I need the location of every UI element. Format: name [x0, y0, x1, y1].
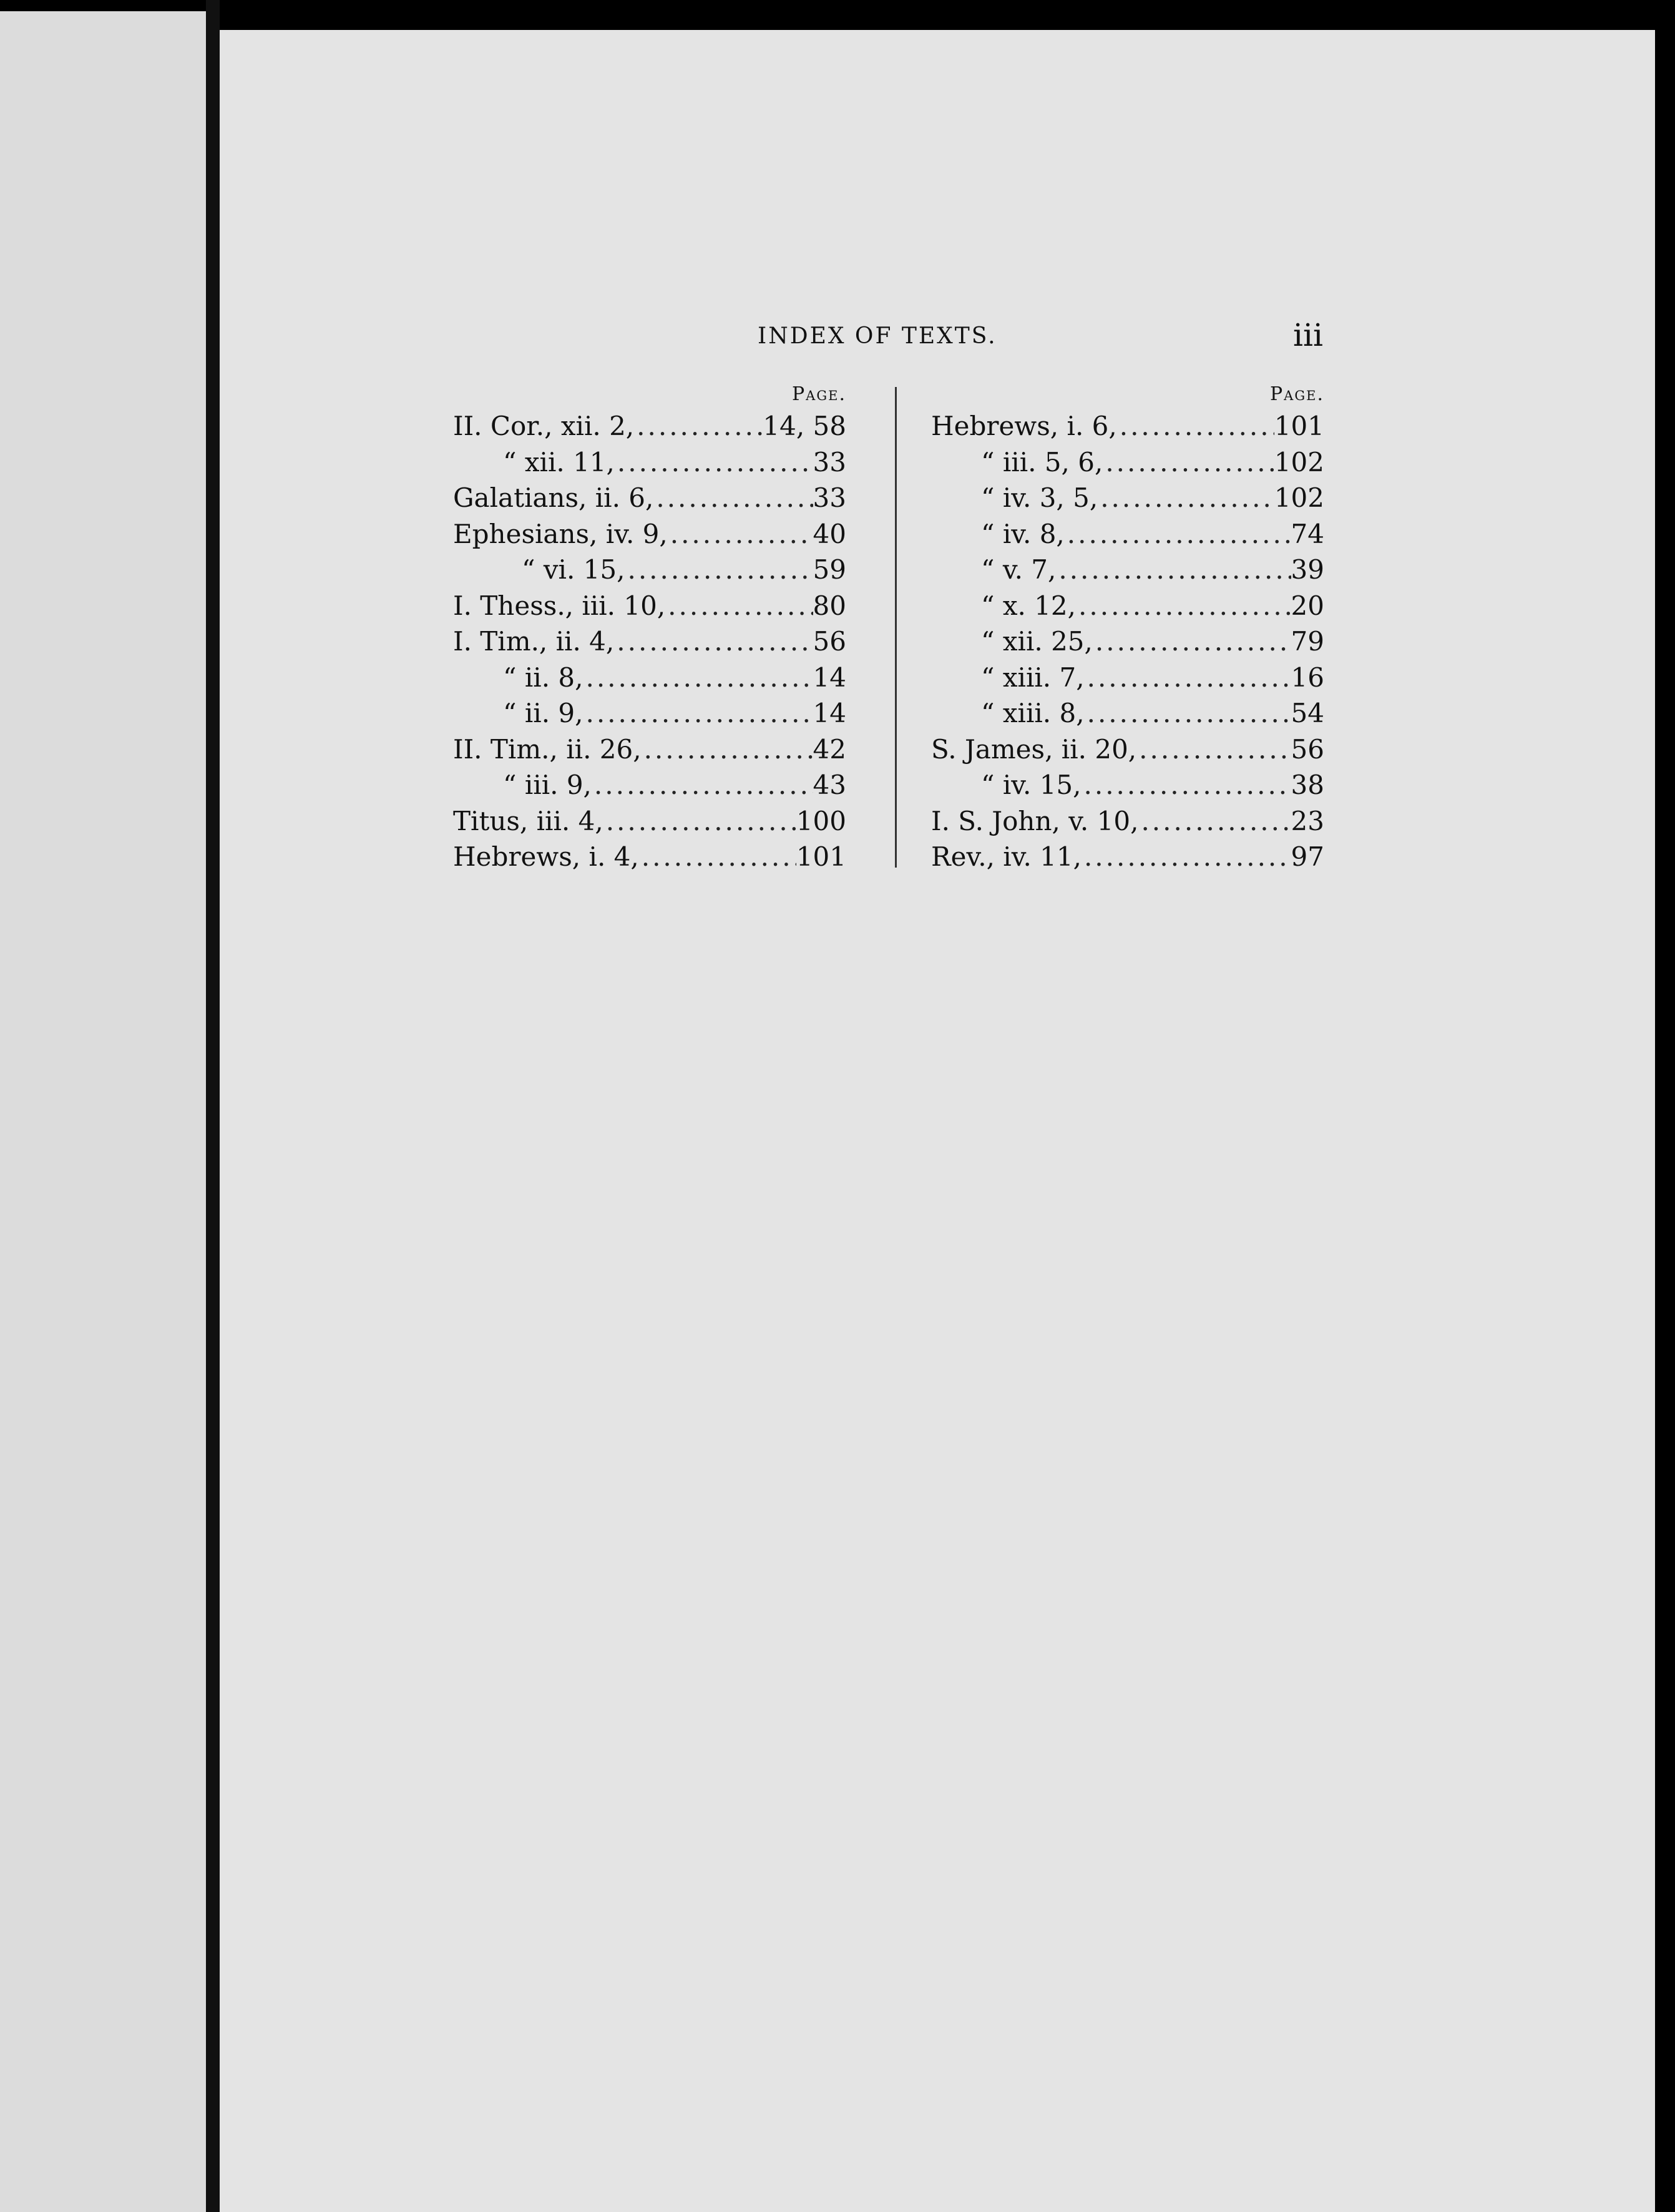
page-reference: 102	[1274, 482, 1324, 513]
dot-leader	[1138, 803, 1291, 839]
dot-leader	[1117, 408, 1274, 444]
scan-border	[1655, 0, 1675, 2212]
text-reference: II. Tim., ii. 26,	[453, 733, 642, 765]
dot-leader	[592, 767, 813, 803]
text-reference: “ x. 12,	[981, 590, 1077, 621]
page-reference: 59	[813, 554, 846, 585]
text-reference: “ xii. 11,	[503, 446, 615, 477]
dot-leader	[1085, 660, 1291, 696]
page-reference: 80	[813, 590, 846, 621]
index-entry	[931, 552, 1324, 588]
index-entry	[453, 803, 846, 839]
page-column-heading: Page.	[1270, 383, 1324, 405]
index-entry	[931, 732, 1324, 768]
dot-leader	[642, 732, 813, 768]
page-reference: 42	[813, 733, 846, 765]
dot-leader	[615, 444, 813, 481]
page-reference: 101	[796, 841, 846, 872]
index-column-left	[453, 381, 846, 875]
dot-leader	[603, 803, 796, 839]
text-reference: “ vi. 15,	[522, 554, 625, 585]
dot-leader	[583, 660, 813, 696]
text-reference: II. Cor., xii. 2,	[453, 411, 635, 441]
page-reference: 101	[1274, 411, 1324, 441]
page-reference: 79	[1291, 626, 1324, 657]
dot-leader	[668, 516, 813, 552]
page-column-heading: Page.	[792, 383, 846, 405]
index-entry	[453, 444, 846, 481]
index-entry	[453, 695, 846, 732]
index-entry	[931, 624, 1324, 660]
page-title: INDEX OF TEXTS.	[758, 323, 997, 349]
index-entry	[453, 732, 846, 768]
index-entry	[453, 408, 846, 444]
dot-leader	[1103, 444, 1274, 481]
text-reference: “ iv. 3, 5,	[981, 482, 1098, 513]
index-entry	[931, 803, 1324, 839]
text-reference: “ xiii. 7,	[981, 662, 1085, 693]
text-reference: Ephesians, iv. 9,	[453, 518, 668, 549]
column-divider	[895, 387, 897, 868]
dot-leader	[1082, 839, 1291, 875]
left-page	[0, 11, 206, 2212]
dot-leader	[653, 480, 813, 516]
page-reference: 23	[1291, 805, 1324, 836]
page-reference: 16	[1291, 662, 1324, 693]
index-column-right	[931, 381, 1324, 875]
index-entry	[453, 480, 846, 516]
page-reference: 97	[1291, 841, 1324, 872]
index-entry	[931, 660, 1324, 696]
page-reference: 39	[1291, 554, 1324, 585]
page-reference: 20	[1291, 590, 1324, 621]
text-reference: I. Thess., iii. 10,	[453, 590, 666, 621]
text-reference: “ xiii. 8,	[981, 698, 1085, 728]
dot-leader	[639, 839, 796, 875]
dot-leader	[1056, 552, 1291, 588]
dot-leader	[625, 552, 813, 588]
index-entry	[453, 552, 846, 588]
text-reference: “ ii. 8,	[503, 662, 584, 693]
dot-leader	[1076, 588, 1291, 624]
page-reference: 14, 58	[763, 411, 846, 441]
index-entry	[931, 695, 1324, 732]
text-reference: “ iii. 5, 6,	[981, 446, 1103, 477]
page-reference: 14	[813, 662, 846, 693]
index-entry	[453, 516, 846, 552]
index-entry	[453, 839, 846, 875]
text-reference: Hebrews, i. 4,	[453, 841, 639, 872]
index-entry	[931, 444, 1324, 481]
dot-leader	[1085, 695, 1291, 732]
page-reference: 74	[1291, 518, 1324, 549]
index-entry	[931, 839, 1324, 875]
text-reference: Rev., iv. 11,	[931, 841, 1082, 872]
page-reference: 43	[813, 770, 846, 800]
text-reference: I. Tim., ii. 4,	[453, 626, 615, 657]
page-reference: 33	[813, 482, 846, 513]
text-reference: “ iv. 8,	[981, 518, 1065, 549]
dot-leader	[1136, 732, 1291, 768]
running-header	[220, 317, 1655, 361]
page-reference: 100	[796, 805, 846, 836]
page-reference: 56	[1291, 733, 1324, 765]
page-reference: 54	[1291, 698, 1324, 728]
page-reference: 38	[1291, 770, 1324, 800]
page-reference: 102	[1274, 446, 1324, 477]
page-reference: 40	[813, 518, 846, 549]
dot-leader	[1065, 516, 1291, 552]
text-reference: Hebrews, i. 6,	[931, 411, 1117, 441]
index-entry	[931, 516, 1324, 552]
index-entry	[453, 660, 846, 696]
book-gutter	[206, 0, 220, 2212]
text-reference: “ ii. 9,	[503, 698, 584, 728]
dot-leader	[1098, 480, 1274, 516]
dot-leader	[614, 624, 813, 660]
dot-leader	[665, 588, 813, 624]
text-reference: “ v. 7,	[981, 554, 1057, 585]
page-reference: 14	[813, 698, 846, 728]
dot-leader	[1082, 767, 1291, 803]
page-reference: 56	[813, 626, 846, 657]
dot-leader	[583, 695, 813, 732]
text-reference: I. S. John, v. 10,	[931, 805, 1139, 836]
index-entry	[931, 480, 1324, 516]
text-reference: “ iv. 15,	[981, 770, 1082, 800]
text-reference: “ xii. 25,	[981, 626, 1093, 657]
text-reference: Galatians, ii. 6,	[453, 482, 654, 513]
dot-leader	[1093, 624, 1291, 660]
index-entry	[453, 624, 846, 660]
page-reference: 33	[813, 446, 846, 477]
index-entry	[931, 408, 1324, 444]
page-number: iii	[1293, 317, 1323, 353]
index-entry	[931, 767, 1324, 803]
text-reference: S. James, ii. 20,	[931, 733, 1137, 765]
dot-leader	[634, 408, 763, 444]
index-entry	[453, 588, 846, 624]
index-entry	[453, 767, 846, 803]
text-reference: “ iii. 9,	[503, 770, 592, 800]
text-reference: Titus, iii. 4,	[453, 805, 603, 836]
index-entry	[931, 588, 1324, 624]
